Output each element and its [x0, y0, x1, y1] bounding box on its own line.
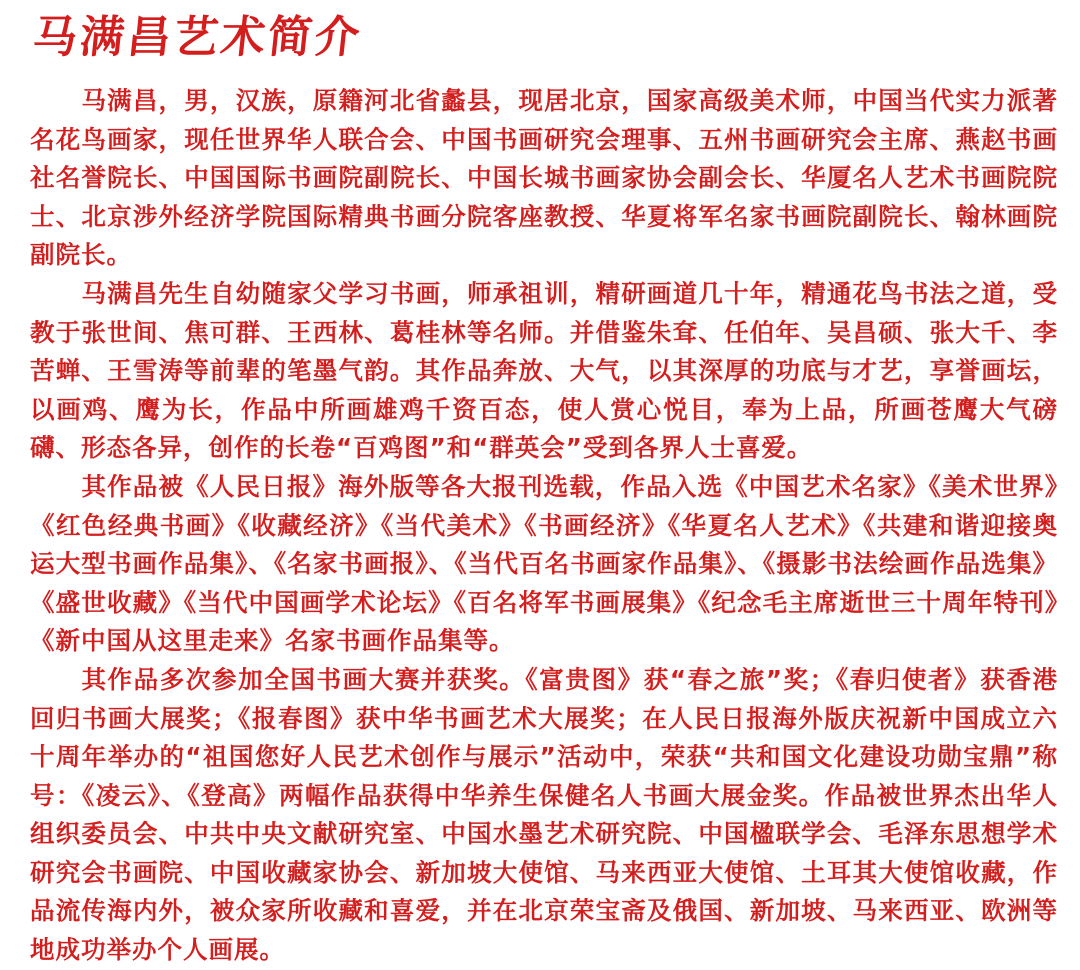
- paragraph-awards: 其作品多次参加全国书画大赛并获奖。《富贵图》获“春之旅”奖；《春归使者》获香港回归书画大展奖；《报春图》获中华书画艺术大展奖；在人民日报海外版庆祝新中国成立六十周年举办的“祖国您好人民艺术创作与展示”活动中，荣获“共和国文化建设功勋宝鼎”称号：《凌云》、《登高》两幅作品获得中华养生保健名人书画大展金奖。作品被世界杰出华人组织委员会、中共中央文献研究室、中国水墨艺术研究院、中国楹联学会、毛泽东思想学术研究会书画院、中国收藏家协会、新加坡大使馆、马来西亚大使馆、土耳其大使馆收藏，作品流传海内外，被众家所收藏和喜爱，并在北京荣宝斋及俄国、新加坡、马来西亚、欧洲等地成功举办个人画展。: [30, 664, 1058, 965]
- paragraph-biography: 马满昌，男，汉族，原籍河北省蠡县，现居北京，国家高级美术师，中国当代实力派著名花鸟画家，现任世界华人联合会、中国书画研究会理事、五州书画研究会主席、燕赵书画社名誉院长、中国国际书画院副院长、中国长城书画家协会副会长、华厦名人艺术书画院院士、北京涉外经济学院国际精典书画分院客座教授、华夏将军名家书画院副院长、翰林画院副院长。: [30, 86, 1058, 270]
- paragraph-training: 马满昌先生自幼随家父学习书画，师承祖训，精研画道几十年，精通花鸟书法之道，受教于张世间、焦可群、王西林、葛桂林等名师。并借鉴朱耷、任伯年、吴昌硕、张大千、李苦蝉、王雪涛等前辈的笔墨气韵。其作品奔放、大气，以其深厚的功底与才艺，享誉画坛，以画鸡、鹰为长，作品中所画雄鸡千资百态，使人赏心悦目，奉为上品，所画苍鹰大气磅礴、形态各异，创作的长卷“百鸡图”和“群英会”受到各界人士喜爱。: [30, 278, 1058, 463]
- page-title: 马满昌艺术简介: [30, 12, 365, 63]
- article-body: [30, 82, 1058, 970]
- paragraph-publications: 其作品被《人民日报》海外版等各大报刊选载，作品入选《中国艺术名家》《美术世界》《红色经典书画》《收藏经济》《当代美术》《书画经济》《华夏名人艺术》《共建和谐迎接奥运大型书画作品集》、《名家书画报》、《当代百名书画家作品集》、《摄影书法绘画作品选集》《盛世收藏》《当代中国画学术论坛》《百名将军书画展集》《纪念毛主席逝世三十周年特刊》《新中国从这里走来》名家书画作品集等。: [30, 471, 1058, 656]
